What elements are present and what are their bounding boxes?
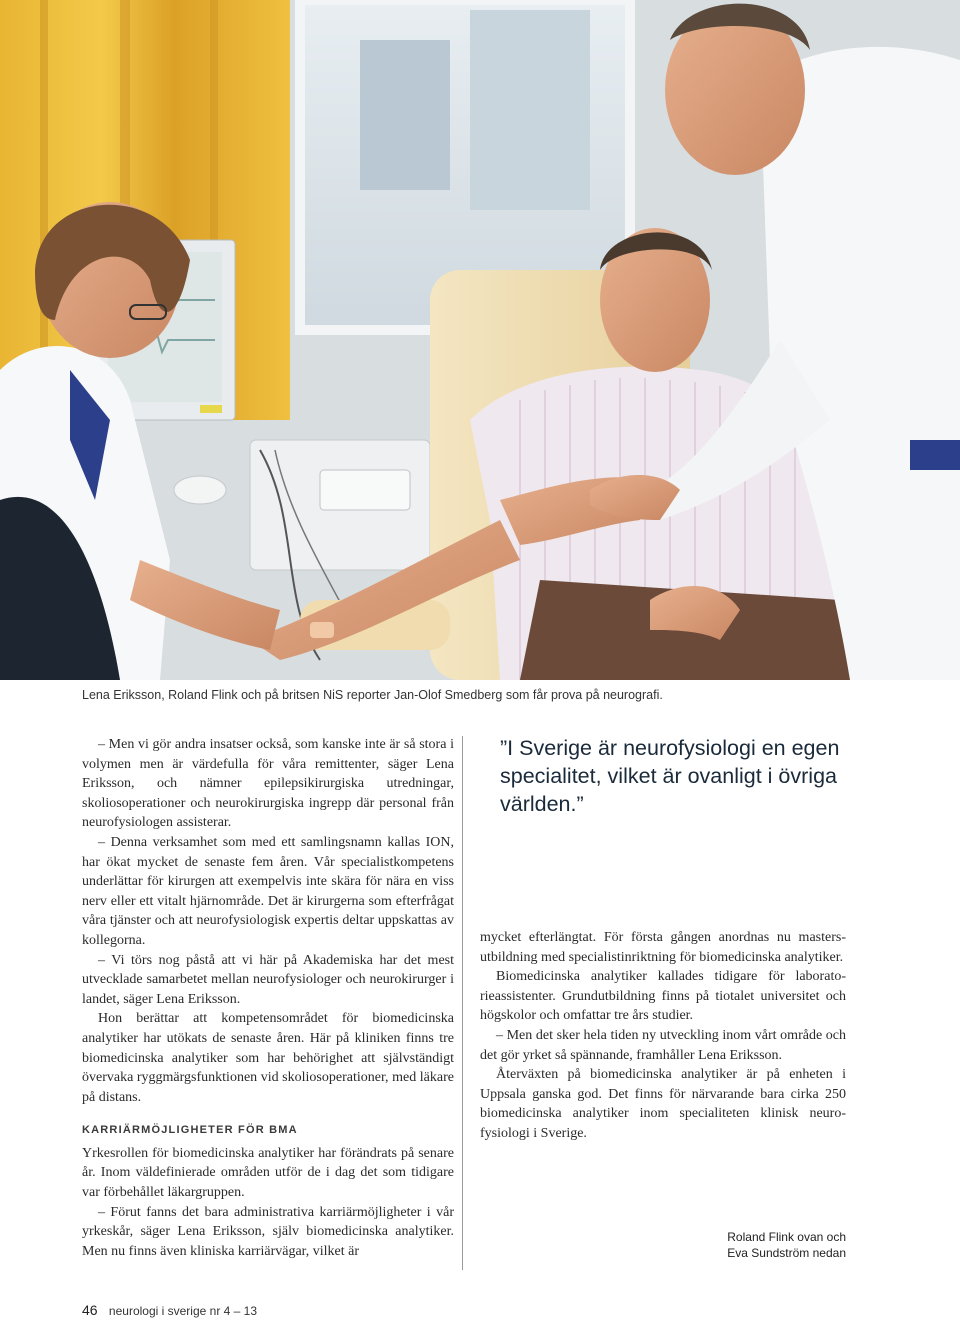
side-caption-line: Eva Sundström nedan xyxy=(727,1246,846,1260)
page-number: 46 xyxy=(82,1302,98,1318)
section-subheading: KARRIÄRMÖJLIGHETER FÖR BMA xyxy=(82,1124,298,1137)
article-left-column xyxy=(82,735,454,1261)
page-footer xyxy=(82,1302,257,1318)
paragraph: Hon berättar att kompetensområdet för biomedicinska analytiker har utökats de senaste åren. Här på kliniken finns tre biomedicinska analytiker som har behörighet att självständigt övervaka ryggmärgsfunktionen vid skoliosoperationer, med läkare på distans. xyxy=(82,1011,454,1105)
side-caption-line: Roland Flink ovan och xyxy=(727,1230,846,1244)
paragraph: – Förut fanns det bara administrativa karriärmöjligheter i vår yrkeskår, säger Lena Eriksson, själv biomedicinska analytiker. Men nu finns även kliniska karriärvägar, vilket är xyxy=(82,1204,454,1259)
paragraph: – Vi törs nog påstå att vi här på Akademiska har det mest utvecklade samarbetet mellan neurofysiologer och neurokirurger i landet, säger Lena Eriksson. xyxy=(82,952,454,1007)
publication-name: neurologi i sverige nr 4 – 13 xyxy=(108,1304,258,1318)
paragraph: – Denna verksamhet som med ett samlingsnamn kallas ION, har ökat mycket de senaste fem åren. Vår specialistkompetens underlättar för kirurgen att exempelvis inte skära för nära en viss nerv eller ett vitalt hjärnområde. Det är kirurgerna som efterfrågat våra tjänster och att neurofysiologisk expertis deltar uppskattas av kollegorna. xyxy=(82,834,454,948)
article-right-column xyxy=(480,928,846,1144)
paragraph: – Men det sker hela tiden ny utveckling inom vårt område och det gör yrket så spännande, framhåller Lena Eriksson. xyxy=(480,1027,846,1063)
paragraph: mycket efterlängtat. För första gången anordnas nu mastersutbildning med specialistinriktning för biomedicinska analytiker. xyxy=(480,930,846,965)
photo-caption: Lena Eriksson, Roland Flink och på britsen NiS reporter Jan-Olof Smedberg som får prova på neurografi. xyxy=(82,688,663,702)
paragraph: Yrkesrollen för biomedicinska analytiker har förändrats på senare år. Inom väldefinierade områden utför de i dag det som tidigare var förbehållet läkargruppen. xyxy=(82,1145,454,1201)
paragraph: – Men vi gör andra insatser också, som kanske inte är så stora i volymen men är värdefulla för våra remittenter, säger Lena Eriksson, och nämner epilepsikirurgiska utredningar, skoliosoperationer och neurokirurgiska ingrepp där personal från neurofysiologen assisterar. xyxy=(82,737,454,831)
column-divider xyxy=(462,736,463,1270)
paragraph: Biomedicinska analytiker kallades tidigare för laboratorieassistenter. Grundutbildning finns på tiotalet universitet och högskolor och omfattar tre års studier. xyxy=(480,969,846,1024)
pull-quote: ”I Sverige är neurofysiologi en egen specialitet, vilket är ovanligt i övriga världen.” xyxy=(500,736,840,816)
paragraph: Återväxten på biomedicinska analytiker är på enheten i Uppsala ganska god. Det finns för närvarande bara cirka 250 biomedicinska analytiker inom specialiteten klinisk neurofysiologi i Sverige. xyxy=(480,1067,846,1141)
side-caption xyxy=(690,1229,846,1261)
